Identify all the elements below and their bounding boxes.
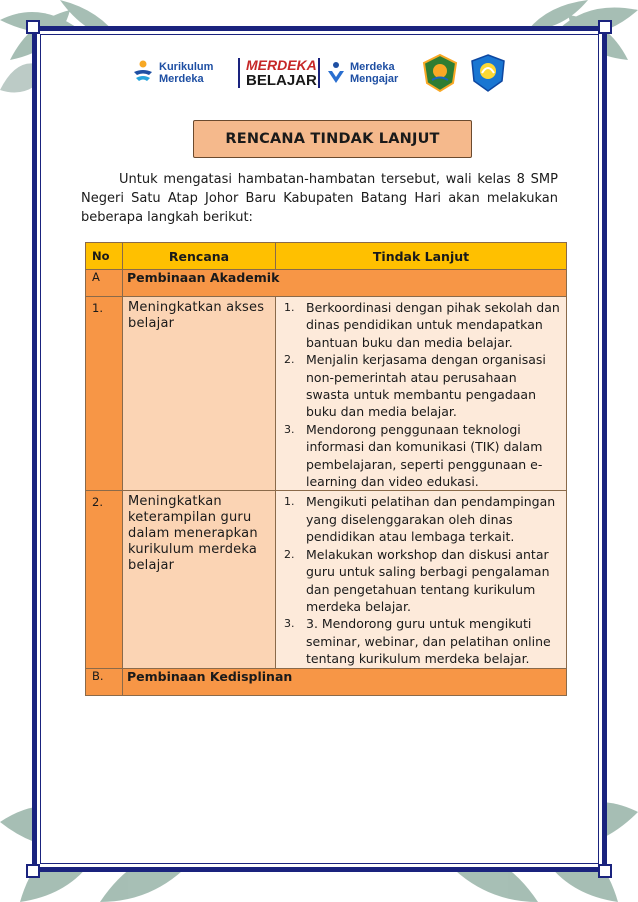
action-list <box>284 493 562 667</box>
table-row <box>86 491 567 668</box>
action-plan-table <box>85 242 567 696</box>
item-text: 3. Mendorong guru untuk mengikuti seminar, webinar, dan pelatihan online tentang kurikulum merdeka belajar. <box>306 616 551 667</box>
table-header-row <box>86 243 567 270</box>
tut-wuri-handayani-emblem-icon <box>468 53 508 93</box>
intro-text: Untuk mengatasi hambatan-hambatan tersebut, wali kelas 8 SMP Negeri Satu Atap Johor Baru Kabupaten Batang Hari akan melakukan beberapa langkah berikut: <box>81 172 558 225</box>
rencana-cell: Meningkatkan akses belajar <box>123 297 276 491</box>
merdeka-belajar-logo <box>246 57 317 89</box>
item-number: 2. <box>284 353 295 367</box>
item-number: 3. <box>284 422 295 436</box>
kurikulum-merdeka-icon <box>132 60 154 86</box>
row-number: 2. <box>86 491 123 668</box>
item-text: Mengikuti pelatihan dan pendampingan yang diselenggarakan oleh dinas pendidikan atau lembaga terkait. <box>306 494 556 545</box>
logo-text: MERDEKA <box>246 57 317 73</box>
logo-text: Kurikulum <box>159 61 214 73</box>
item-number: 1. <box>284 495 295 509</box>
logo-bar <box>132 53 527 93</box>
header-rencana: Rencana <box>123 243 276 270</box>
header-no: No <box>86 243 123 270</box>
tindak-lanjut-cell <box>276 491 567 668</box>
item-text: Melakukan workshop dan diskusi antar guru untuk saling berbagi pengalaman dan pengetahuan tentang kurikulum merdeka belajar. <box>306 546 550 614</box>
logo-divider <box>318 58 320 88</box>
action-list <box>284 299 562 490</box>
logo-text: Merdeka <box>350 61 395 73</box>
intro-paragraph <box>81 170 558 227</box>
section-title: Pembinaan Kedisplinan <box>123 668 567 695</box>
section-row <box>86 270 567 297</box>
section-label: A <box>86 270 123 297</box>
item-number: 3. <box>284 617 295 631</box>
logo-divider <box>238 58 240 88</box>
logo-text: Mengajar <box>350 73 399 85</box>
section-title: Pembinaan Akademik <box>123 270 567 297</box>
kurikulum-merdeka-logo <box>132 60 232 86</box>
item-text: Mendorong penggunaan teknologi informasi dan komunikasi (TIK) dalam pembelajaran, seperti penggunaan e- learning dan video edukasi. <box>306 421 543 490</box>
list-item <box>284 351 562 421</box>
item-number: 1. <box>284 301 295 314</box>
item-number: 2. <box>284 547 295 561</box>
frame-corner <box>598 864 612 878</box>
row-number: 1. <box>86 297 123 491</box>
merdeka-mengajar-logo <box>326 61 412 85</box>
logo-text: BELAJAR <box>246 72 317 89</box>
item-text: Menjalin kerjasama dengan organisasi non-pemerintah atau perusahaan swasta untuk membantu pengadaan buku dan media belajar. <box>306 352 546 420</box>
header-tindak-lanjut: Tindak Lanjut <box>276 243 567 270</box>
item-text: Berkoordinasi dengan pihak sekolah dan dinas pendidikan untuk mendapatkan bantuan buku dan media belajar. <box>306 300 560 350</box>
frame-corner <box>26 864 40 878</box>
rencana-cell: Meningkatkan keterampilan guru dalam menerapkan kurikulum merdeka belajar <box>123 491 276 668</box>
page-title: RENCANA TINDAK LANJUT <box>193 120 472 158</box>
list-item <box>284 615 562 667</box>
frame-corner <box>598 20 612 34</box>
merdeka-mengajar-icon <box>326 61 346 85</box>
list-item <box>284 299 562 351</box>
list-item <box>284 546 562 616</box>
section-label: B. <box>86 668 123 695</box>
tindak-lanjut-cell <box>276 297 567 491</box>
list-item <box>284 493 562 545</box>
logo-text: Merdeka <box>159 73 204 85</box>
table-row <box>86 297 567 491</box>
frame-corner <box>26 20 40 34</box>
list-item <box>284 421 562 491</box>
regional-emblem-icon <box>420 53 460 93</box>
section-row <box>86 668 567 695</box>
